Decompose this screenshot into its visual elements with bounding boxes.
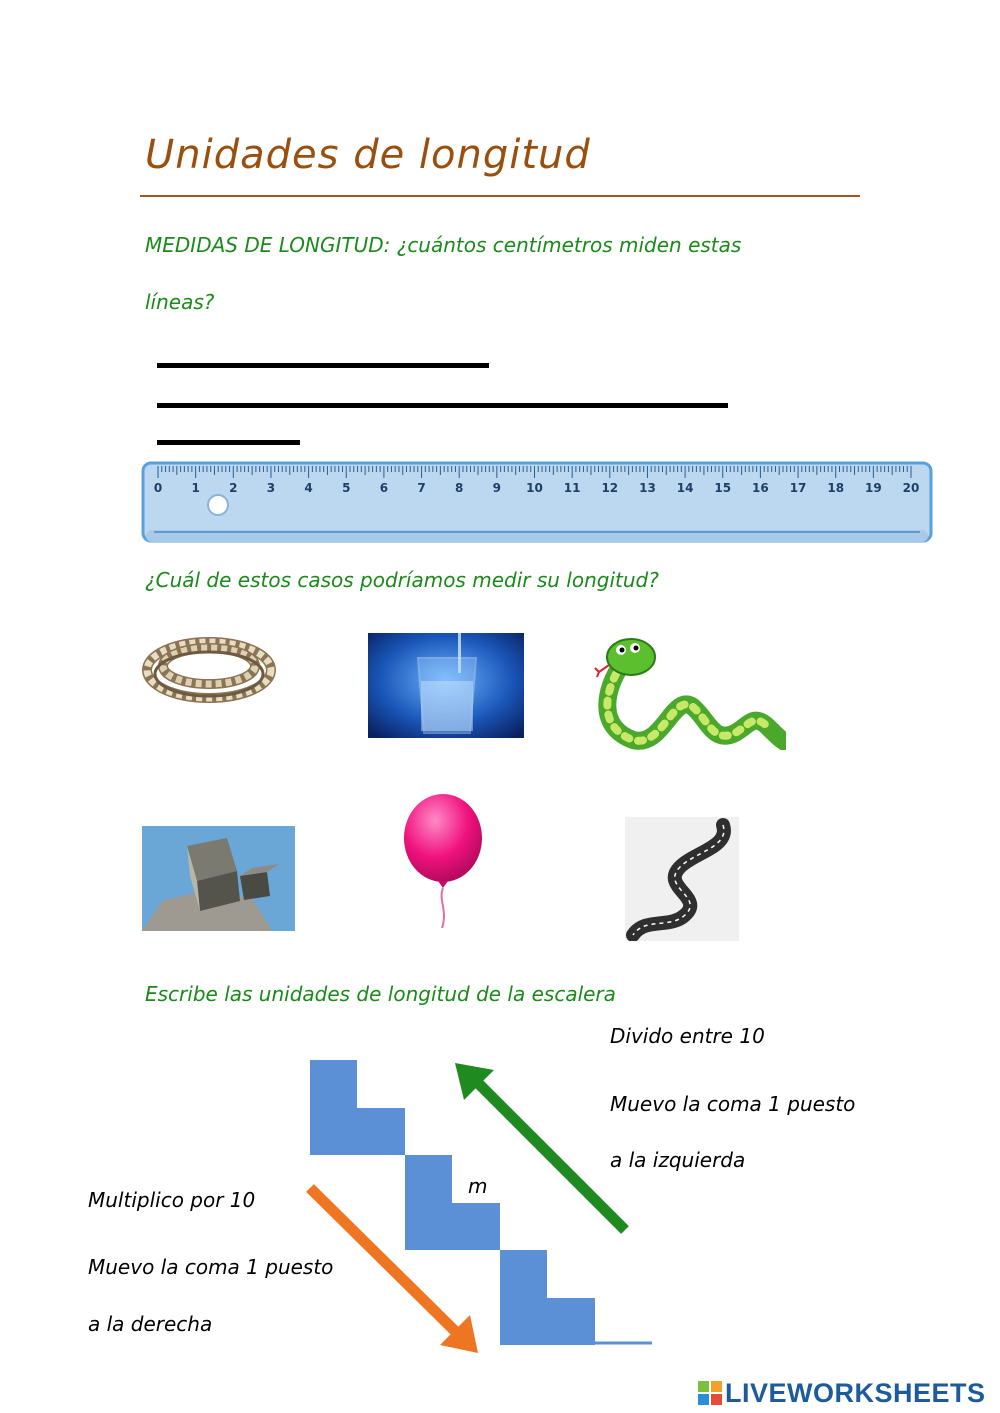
liveworksheets-logo-icon	[697, 1380, 723, 1406]
ruler-label: 5	[342, 481, 351, 495]
ruler-label: 17	[789, 481, 807, 495]
liveworksheets-logo[interactable]	[697, 1378, 986, 1408]
ruler-label: 7	[417, 481, 426, 495]
ruler-label: 1	[191, 481, 200, 495]
stair-step-1	[310, 1060, 405, 1155]
left-note-line3: a la derecha	[88, 1312, 213, 1336]
ruler-label: 11	[563, 481, 581, 495]
stair-unit-label: m	[468, 1174, 488, 1198]
ruler-image	[140, 460, 935, 546]
rope-image[interactable]	[142, 630, 277, 706]
ruler-label: 10	[526, 481, 543, 495]
question3: Escribe las unidades de longitud de la escalera	[145, 982, 616, 1006]
measure-line-3	[157, 440, 300, 445]
measure-line-2	[157, 403, 728, 408]
ruler-label: 4	[304, 481, 313, 495]
right-note-line1: Divido entre 10	[610, 1024, 765, 1048]
ruler-label: 6	[379, 481, 389, 495]
ruler-label: 20	[902, 481, 920, 495]
ruler-label: 19	[864, 481, 882, 495]
ruler-label: 15	[714, 481, 732, 495]
stair-step-3	[500, 1250, 595, 1345]
left-note-line2: Muevo la coma 1 puesto	[88, 1255, 334, 1279]
ruler-labels	[154, 481, 920, 495]
question1-line2: líneas?	[145, 290, 215, 314]
measure-line-1	[157, 363, 489, 368]
ruler-label: 14	[676, 481, 694, 495]
pyrite-cubes-image[interactable]	[142, 826, 295, 931]
ruler-label: 12	[601, 481, 619, 495]
ruler-ticks	[158, 466, 911, 478]
ruler-label: 8	[455, 481, 464, 495]
ruler-label: 9	[492, 481, 502, 495]
ruler-label: 0	[153, 481, 163, 495]
liveworksheets-brand: LIVEWORKSHEETS	[725, 1377, 986, 1408]
water-glass-image[interactable]	[368, 633, 524, 738]
ruler-label: 16	[752, 481, 769, 495]
ruler-label: 2	[229, 481, 238, 495]
winding-road-image[interactable]	[625, 817, 739, 941]
page-title: Unidades de longitud	[145, 132, 591, 178]
question2: ¿Cuál de estos casos podríamos medir su longitud?	[145, 568, 659, 592]
snake-image[interactable]	[593, 632, 786, 750]
right-note-line2: Muevo la coma 1 puesto	[610, 1092, 856, 1116]
ruler-label: 3	[266, 481, 276, 495]
balloon-image[interactable]	[370, 790, 518, 940]
question1-line1: MEDIDAS DE LONGITUD: ¿cuántos centímetros miden estas	[145, 233, 742, 257]
left-note-line1: Multiplico por 10	[88, 1188, 256, 1212]
ruler-label: 18	[827, 481, 845, 495]
right-note-line3: a la izquierda	[610, 1148, 746, 1172]
ruler-label: 13	[639, 481, 656, 495]
title-underline	[140, 195, 860, 197]
